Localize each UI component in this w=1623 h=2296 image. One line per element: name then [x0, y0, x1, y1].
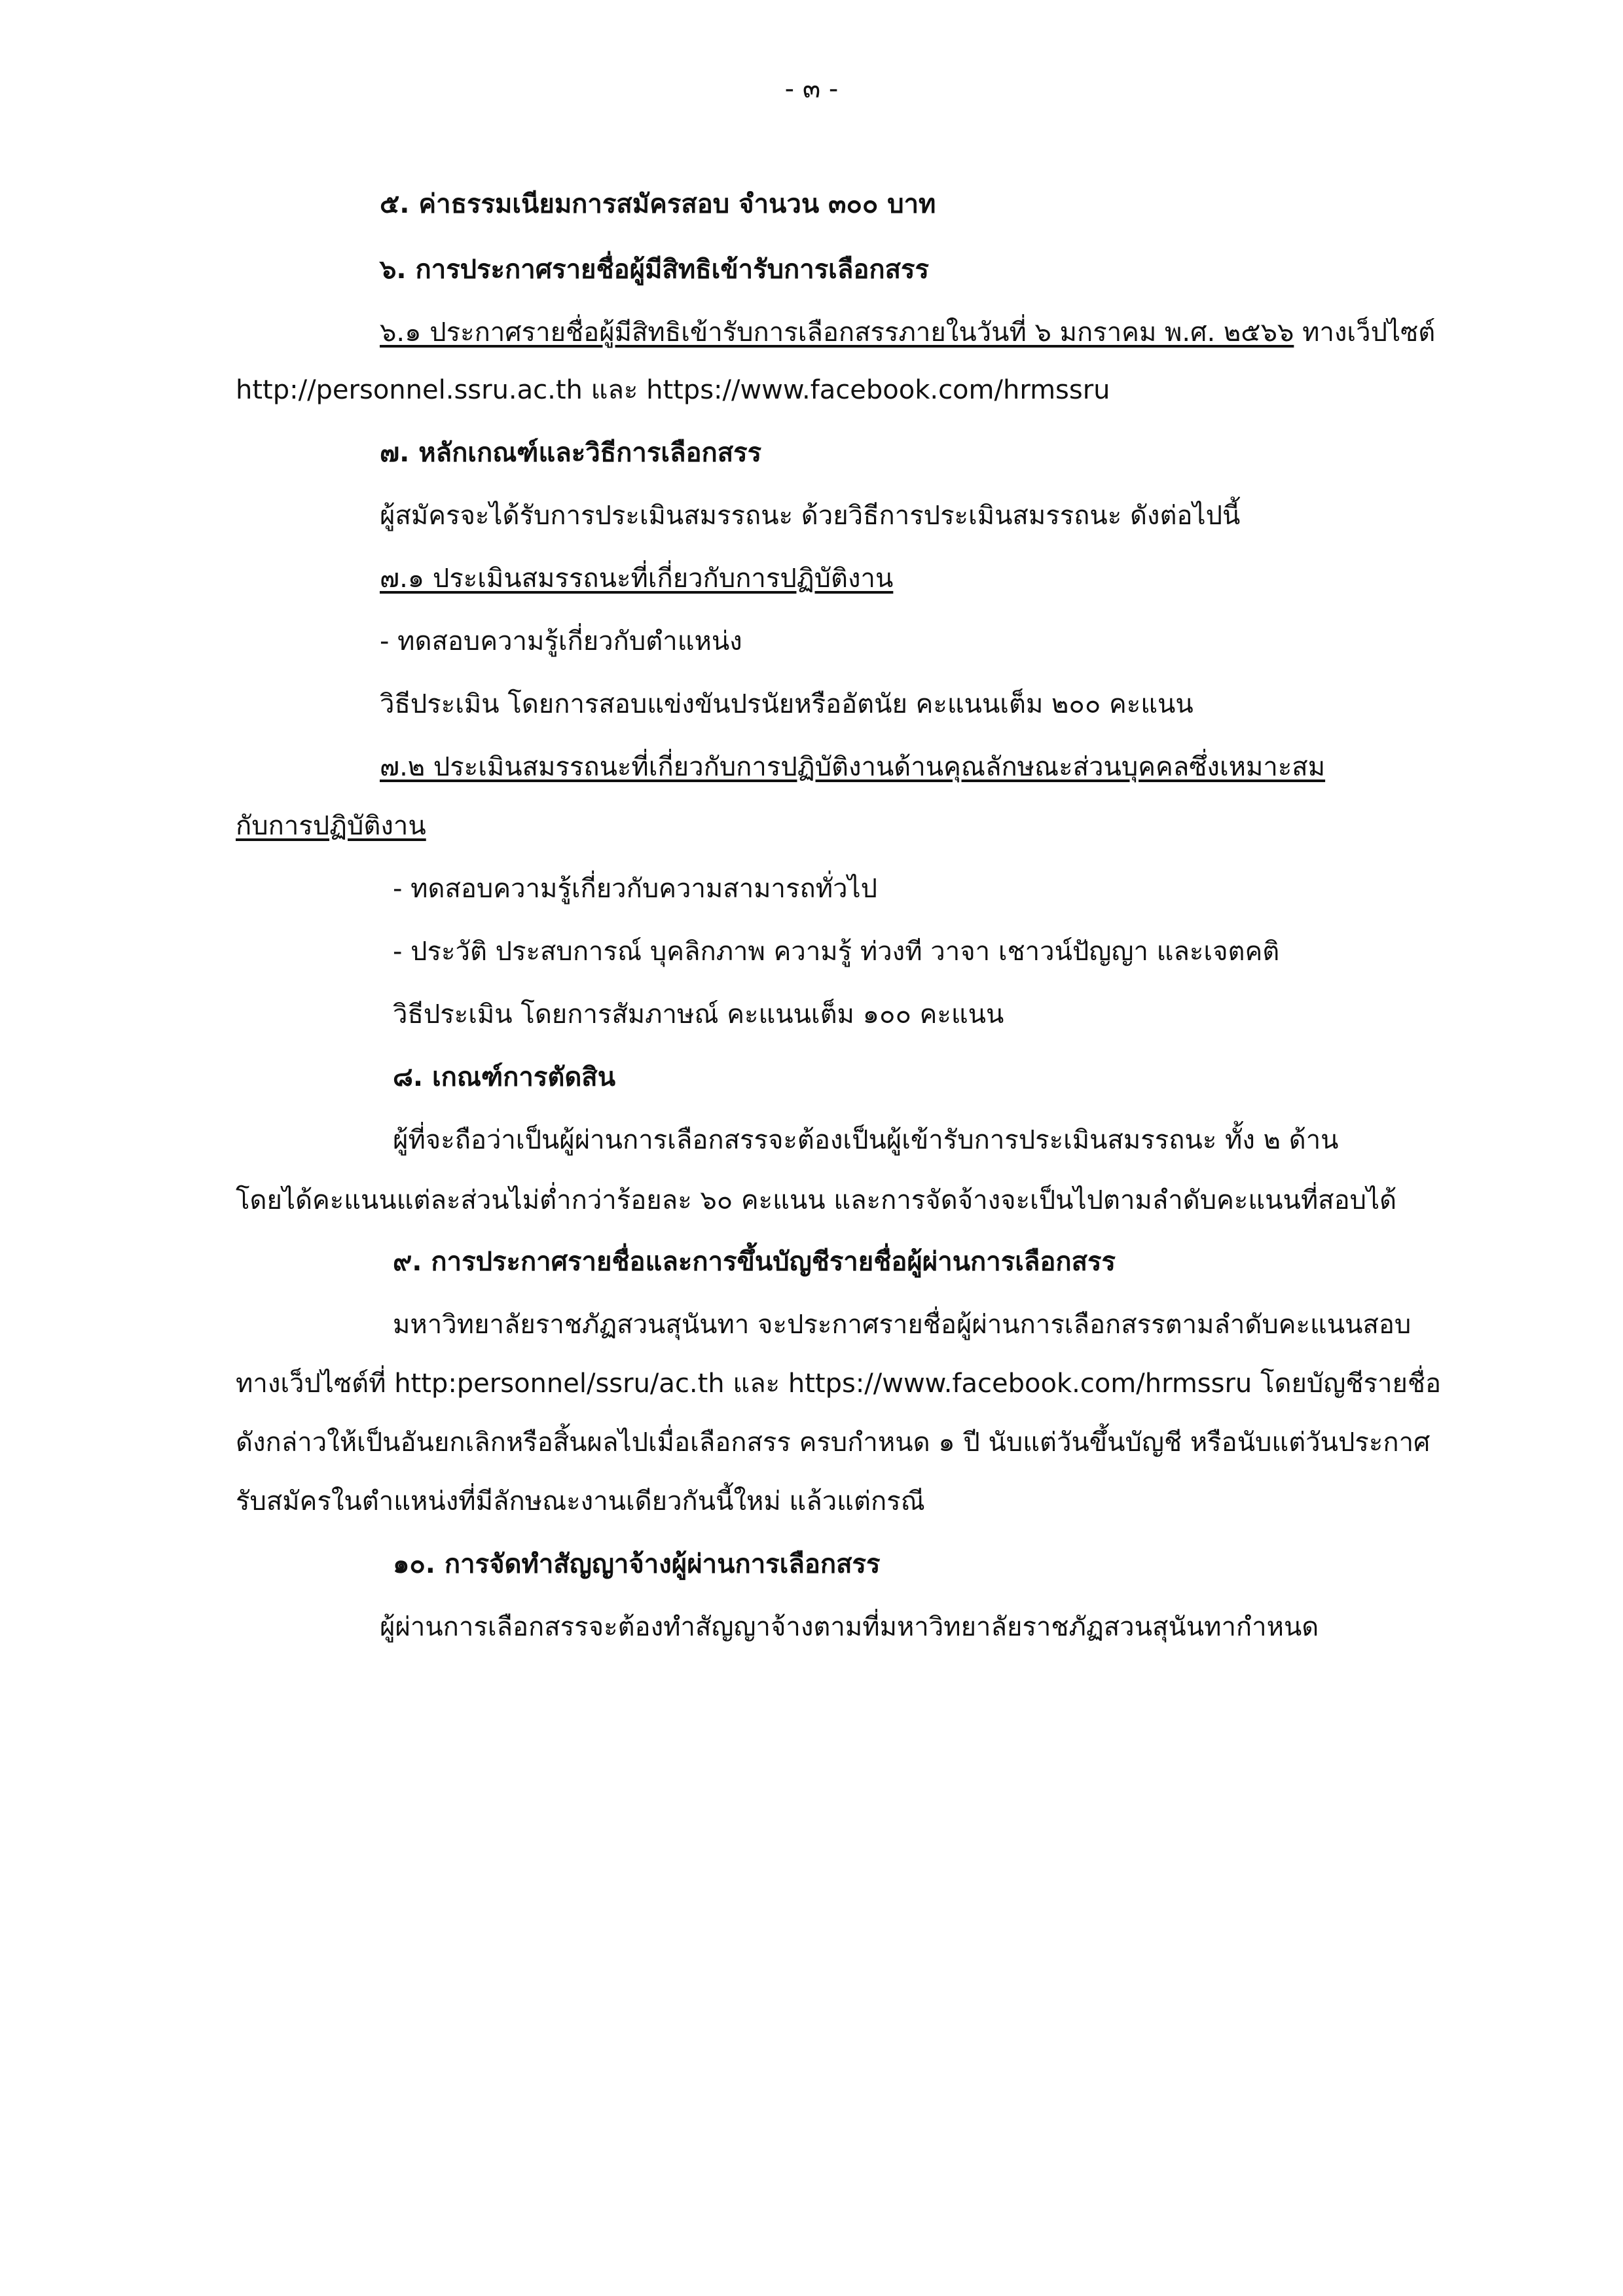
section-9-line3: ดังกล่าวให้เป็นอันยกเลิกหรือสิ้นผลไปเมื่อเลือกสรร ครบกำหนด ๑ ปี นับแต่วันขึ้นบัญชี หรือนับแต่วันประกาศ	[236, 1427, 1431, 1458]
section-7-2-item-1: - ทดสอบความรู้เกี่ยวกับความสามารถทั่วไป	[393, 874, 878, 904]
section-7-2-heading-line1: ๗.๒ ประเมินสมรรถนะที่เกี่ยวกับการปฏิบัติงานด้านคุณลักษณะส่วนบุคคลซึ่งเหมาะสม	[380, 752, 1326, 782]
section-8-line1: ผู้ที่จะถือว่าเป็นผู้ผ่านการเลือกสรรจะต้องเป็นผู้เข้ารับการประเมินสมรรถนะ ทั้ง ๒ ด้าน	[393, 1125, 1339, 1155]
section-6-1-tail: ทางเว็ปไซต์	[1294, 317, 1436, 348]
section-7-intro: ผู้สมัครจะได้รับการประเมินสมรรถนะ ด้วยวิธีการประเมินสมรรถนะ ดังต่อไปนี้	[380, 501, 1241, 531]
section-6-1-line1	[380, 314, 1435, 351]
section-5-heading: ๕. ค่าธรรมเนียมการสมัครสอบ จำนวน ๓๐๐ บาท	[380, 189, 936, 219]
section-7-1-item: - ทดสอบความรู้เกี่ยวกับตำแหน่ง	[380, 626, 742, 656]
section-10-line1: ผู้ผ่านการเลือกสรรจะต้องทำสัญญาจ้างตามที่มหาวิทยาลัยราชภัฏสวนสุนันทากำหนด	[380, 1612, 1319, 1642]
section-9-line4: รับสมัครในตำแหน่งที่มีลักษณะงานเดียวกันนี้ใหม่ แล้วแต่กรณี	[236, 1486, 925, 1516]
page-number: - ๓ -	[784, 74, 839, 104]
section-7-2-heading-line2: กับการปฏิบัติงาน	[236, 811, 426, 841]
section-9-line1: มหาวิทยาลัยราชภัฏสวนสุนันทา จะประกาศรายชื่อผู้ผ่านการเลือกสรรตามลำดับคะแนนสอบ	[393, 1310, 1412, 1340]
section-7-1-method: วิธีประเมิน โดยการสอบแข่งขันปรนัยหรืออัตนัย คะแนนเต็ม ๒๐๐ คะแนน	[380, 689, 1194, 719]
section-9-heading: ๙. การประกาศรายชื่อและการขึ้นบัญชีรายชื่อผู้ผ่านการเลือกสรร	[393, 1247, 1116, 1277]
section-7-2-item-2: - ประวัติ ประสบการณ์ บุคลิกภาพ ความรู้ ท่วงที วาจา เชาวน์ปัญญา และเจตคติ	[393, 937, 1280, 967]
section-7-heading: ๗. หลักเกณฑ์และวิธีการเลือกสรร	[380, 438, 762, 468]
section-6-1-underlined: ๖.๑ ประกาศรายชื่อผู้มีสิทธิเข้ารับการเลือกสรรภายในวันที่ ๖ มกราคม พ.ศ. ๒๕๖๖	[380, 317, 1294, 348]
section-9-line2: ทางเว็ปไซต์ที่ http:personnel/ssru/ac.th และ https://www.facebook.com/hrmssru โดยบัญชีรายชื่อ	[236, 1369, 1442, 1399]
section-6-1-line2: http://personnel.ssru.ac.th และ https://www.facebook.com/hrmssru	[236, 375, 1110, 405]
section-8-line2: โดยได้คะแนนแต่ละส่วนไม่ต่ำกว่าร้อยละ ๖๐ คะแนน และการจัดจ้างจะเป็นไปตามลำดับคะแนนที่สอบได้	[236, 1185, 1397, 1215]
section-7-1-heading: ๗.๑ ประเมินสมรรถนะที่เกี่ยวกับการปฏิบัติงาน	[380, 564, 894, 594]
section-8-heading: ๘. เกณฑ์การตัดสิน	[393, 1062, 616, 1092]
section-6-heading: ๖. การประกาศรายชื่อผู้มีสิทธิเข้ารับการเลือกสรร	[380, 255, 929, 285]
section-7-2-method: วิธีประเมิน โดยการสัมภาษณ์ คะแนนเต็ม ๑๐๐ คะแนน	[393, 999, 1004, 1030]
section-10-heading: ๑๐. การจัดทำสัญญาจ้างผู้ผ่านการเลือกสรร	[393, 1549, 881, 1579]
